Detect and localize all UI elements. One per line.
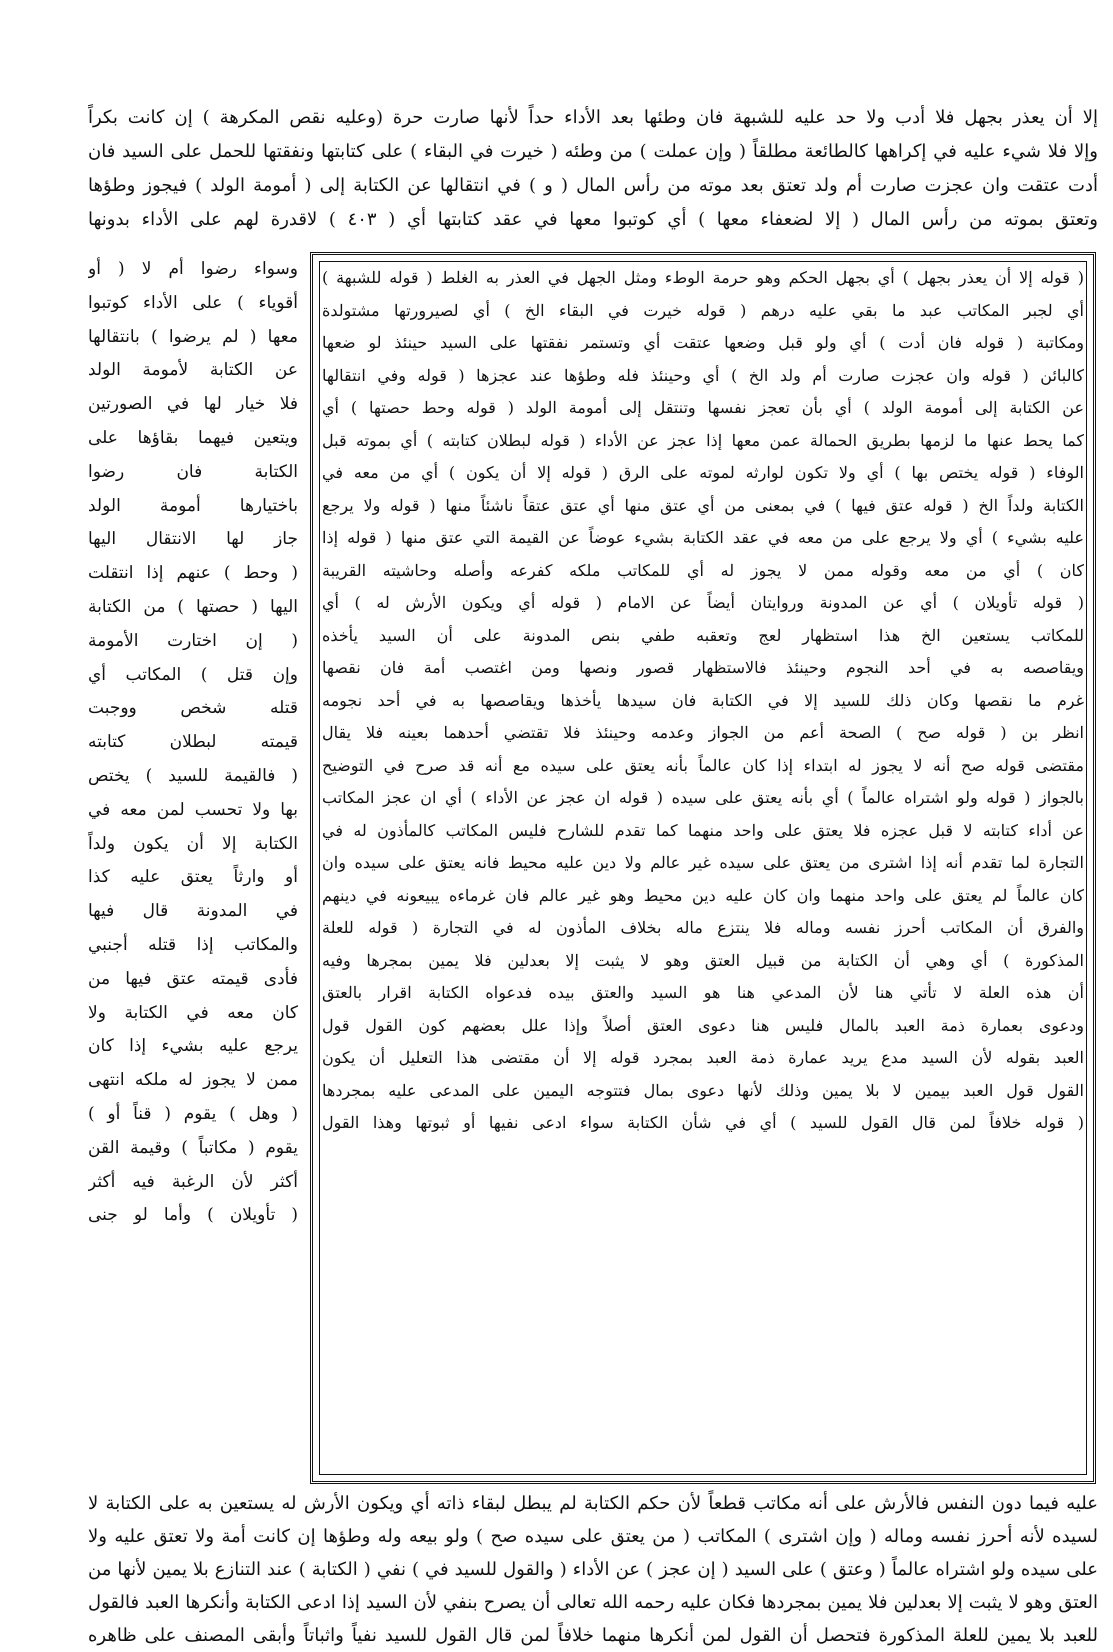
commentary-line: عن الكتابة إلى أمومة الولد ) أي بأن تعجز نفسها وتنتقل إلى أمومة الولد ( قوله وحط حصتها ) أي xyxy=(322,398,1084,417)
side-text-line: يرجع عليه بشيء إذا كان xyxy=(88,1036,298,1057)
main-text-line: للعبد بلا يمين للعلة المذكورة فتحصل أن القول لمن أنكرها منهما خلافاً لمن قال القول للسيد نفياً واثباتاً وأبقى المصنف على ظاهره xyxy=(88,1625,1098,1646)
side-text-line: قتله شخص ووجبت xyxy=(88,698,298,719)
main-text-line: العتق وهو لا يثبت إلا بعدلين فلا يمين بمجردها فكان عليه رحمه الله تعالى أن يصرح بنفي لأن السيد إذا ادعى الكتابة وأنكرها العبد فالقول xyxy=(88,1592,1098,1613)
side-text-line: أكثر لأن الرغبة فيه أكثر xyxy=(88,1171,298,1192)
commentary-line: ودعوى بعمارة ذمة العبد بالمال فليس هنا دعوى العتق أصلاً وإذا علل بعضهم كون القول قول xyxy=(322,1015,1084,1035)
side-text-line: الكتابة إلا أن يكون ولداً xyxy=(88,833,298,854)
commentary-line: بالجواز ( قوله ولو اشتراه عالماً ) أي بأنه يعتق على سيده ( قوله ان عجز عن الأداء ) أي ان عجز المكاتب xyxy=(322,788,1084,807)
side-text-line: فلا خيار لها في الصورتين xyxy=(88,394,298,415)
commentary-line: كان ) أي من معه وقوله ممن لا يجوز له أي للمكاتب ملكه كفرعه وأصله وحاشيته القريبة xyxy=(322,560,1084,580)
side-text-line: ممن لا يجوز له ملكه انتهى xyxy=(88,1070,298,1091)
side-text-line: كان معه في الكتابة ولا xyxy=(88,1002,298,1023)
main-text-line: عليه فيما دون النفس فالأرش على أنه مكاتب قطعاً لأن حكم الكتابة لم يبطل لبقاء ذاته أي ويكون الأرش له يستعين به على الكتابة لا xyxy=(88,1493,1098,1514)
commentary-line: كالبائن ( قوله وان عجزت صارت أم ولد الخ ) أي وحينئذ فله وطؤها عند عجزها ( قوله وفي انتقالها xyxy=(322,365,1084,385)
main-text-line: على سيده ولو اشتراه عالماً ( وعتق ) على السيد ( إن عجز ) عن الأداء ( والقول للسيد في ) نفي ( الكتابة ) عند التنازع بلا يمين لأنها من xyxy=(88,1559,1098,1580)
commentary-line: انظر بن ( قوله صح ) الصحة أعم من الجواز وعدمه وحينئذ فلا تقتضي أحدهما بعينه فلا يقال xyxy=(322,723,1084,742)
commentary-line: المذكورة ) أي وهي أن الكتابة من قبيل العتق وهو لا يثبت إلا بعدلين فلا يمين بمجرها وفيه xyxy=(322,950,1084,970)
commentary-line: الوفاء ( قوله يختص بها ) أي ولا تكون لوارثه لموته على الرق ( قوله إلا أن يكون ) أي من معه في xyxy=(322,463,1084,482)
side-text-line: وإن قتل ) المكاتب أي xyxy=(88,664,298,685)
commentary-line: والفرق أن المكاتب أحرز نفسه وماله فلا ينتزع ماله بخلاف المأذون له في التجارة ( قوله للعلة xyxy=(322,918,1084,937)
side-text-line: يقوم ( مكاتباً ) وقيمة القن xyxy=(88,1137,298,1158)
main-text-line: وإلا فلا شيء عليه في إكراهها كالطائعة مطلقاً ( وإن عملت ) من وطئه ( خيرت في البقاء ) على كتابتها ونفقتها للحمل على السيد فان xyxy=(88,141,1098,162)
side-text-line: جاز لها الانتقال اليها xyxy=(88,529,298,550)
side-text-line: اليها ( حصتها ) من الكتابة xyxy=(88,597,298,617)
side-text-line: ( تأويلان ) وأما لو جنى xyxy=(88,1205,298,1226)
main-text-line: إلا أن يعذر بجهل فلا أدب ولا حد عليه للشبهة فان وطئها بعد الأداء حداً لأنها صارت حرة (وعليه نقص المكرهة ) إن كانت بكراً xyxy=(88,107,1098,128)
main-text-line: لسيده لأنه أحرز نفسه وماله ( وإن اشترى ) المكاتب ( من يعتق على سيده صح ) ولو بيعه وله وطؤها إن كانت أمة ولا تعتق عليه ولا xyxy=(88,1526,1098,1547)
side-text-line: والمكاتب إذا قتله أجنبي xyxy=(88,935,298,955)
commentary-line: غرم ما نقصها وكان ذلك للسيد إلا في الكتابة فان سيدها يأخذها ويقاصصها به في أحد نجومه xyxy=(322,690,1084,710)
commentary-line: كان عالماً لم يعتق على واحد منهما وان كان عليه دين محيط وهو غير عالم فان غرماءه يبيعونه في دينهم xyxy=(322,885,1084,905)
side-text-line: أقوياء ) على الأداء كوتبوا xyxy=(88,292,298,313)
commentary-line: القول قول العبد بيمين لا بلا يمين وذلك لأنها دعوى بمال فتتوجه اليمين على المدعى عليه بمجردها xyxy=(322,1080,1084,1100)
commentary-line: ( قوله تأويلان ) أي عن المدونة وروايتان أيضاً عن الامام ( قوله أي ويكون الأرش له ) أي xyxy=(322,593,1084,612)
commentary-line: ( قوله إلا أن يعذر بجهل ) أي بجهل الحكم وهو حرمة الوطء ومثل الجهل في العذر به الغلط ( قوله للشبهة ) xyxy=(322,268,1084,287)
side-text-line: معها ( لم يرضوا ) بانتقالها xyxy=(88,326,298,347)
side-text-line: ويتعين فيهما بقاؤها على xyxy=(88,428,298,448)
commentary-line: كما يحط عنها ما لزمها بطريق الحمالة عمن معها إذا عجز عن الأداء ( قوله لبطلان كتابته ) أي بموته قبل xyxy=(322,430,1084,450)
side-text-line: الكتابة فان رضوا xyxy=(88,461,298,482)
commentary-line: ومكاتبة ( قوله فان أدت ) أي ولو قبل وضعها عتقت أي وتستمر نفقتها على السيد حينئذ لو ضعها xyxy=(322,333,1084,352)
side-text-line: ( وحط ) عنهم إذا انتقلت xyxy=(88,563,298,584)
commentary-line: ويقاصصه به في أحد النجوم وحينئذ فالاستظهار قصور ونصها ومن اغتصب أمة فان نقصها xyxy=(322,658,1084,677)
main-text-line: أدت عتقت وان عجزت صارت أم ولد تعتق بعد موته من رأس المال ( و ) في انتقالها عن الكتابة إلى ( أمومة الولد ) فيجوز وطؤها xyxy=(88,175,1098,196)
side-text-line: عن الكتابة لأمومة الولد xyxy=(88,360,298,381)
side-text-line: باختيارها أمومة الولد xyxy=(88,495,298,516)
commentary-line: للمكاتب يستعين الخ هذا استظهار لعج وتعقبه طفي بنص المدونة على أن السيد يأخذه xyxy=(322,625,1084,645)
side-text-line: أو وارثاً يعتق عليه كذا xyxy=(88,867,298,888)
side-text-line: وسواء رضوا أم لا ( أو xyxy=(88,259,298,279)
commentary-line: عليه بشيء ) أي ولا يرجع على من معه في عقد الكتابة بشيء عوضاً عن القيمة التي عتق منها ( قوله إذا xyxy=(322,528,1084,547)
side-text-line: ( إن اختارت الأمومة xyxy=(88,630,298,651)
commentary-line: عن أداء كتابته لا قبل عجزه فلا يعتق على واحد منهما كما تقدم للشارح فليس المكاتب كالمأذون له في xyxy=(322,820,1084,840)
commentary-line: التجارة لما تقدم أنه إذا اشترى من يعتق على سيده غير عالم ولا دين عليه محيط فانه يعتق على سيده وان xyxy=(322,853,1084,872)
commentary-line: أي لجبر المكاتب عبد ما بقي عليه درهم ( قوله خيرت في البقاء الخ ) أي لصيرورتها مشتولدة xyxy=(322,300,1084,320)
side-text-line: ( فالقيمة للسيد ) يختص xyxy=(88,766,298,786)
side-text-line: قيمته لبطلان كتابته xyxy=(88,732,298,753)
commentary-line: أن هذه العلة لا تأتي هنا لأن المدعي هنا هو السيد والعتق بيده فدعواه الكتابة اقرار بالعتق xyxy=(322,983,1084,1002)
side-text-line: في المدونة قال فيها xyxy=(88,901,298,922)
side-text-line: فأدى قيمته عتق فيها من xyxy=(88,968,298,989)
commentary-line: الكتابة ولداً الخ ( قوله عتق فيها ) في بمعنى من أي عتق منها أي عتق عتقاً ناشئاً منها ( قوله ولا يرجع xyxy=(322,495,1084,515)
commentary-line: مقتضى قوله صح أنه لا يجوز له ابتداء إذا كان عالماً بأنه يعتق على سيده مع أنه قد صرح في التوضيح xyxy=(322,755,1084,775)
commentary-line: العبد بقوله لأن السيد مدع يريد عمارة ذمة العبد بمجرد قوله إلا أن مقتضى هذا التعليل أن يكون xyxy=(322,1048,1084,1067)
main-text-line: وتعتق بموته من رأس المال ( إلا لضعفاء معها ) أي كوتبوا معها في عقد كتابتها أي ( ٤٠٣ ) لاقدرة لهم على الأداء بدونها xyxy=(88,209,1098,230)
commentary-line: ( قوله خلافاً لمن قال القول للسيد ) أي في شأن الكتابة سواء ادعى نفيها أو ثبوتها وهذا القول xyxy=(322,1113,1084,1132)
side-text-line: ( وهل ) يقوم ( قناً أو ) xyxy=(88,1104,298,1124)
side-text-line: بها ولا تحسب لمن معه في xyxy=(88,799,298,820)
